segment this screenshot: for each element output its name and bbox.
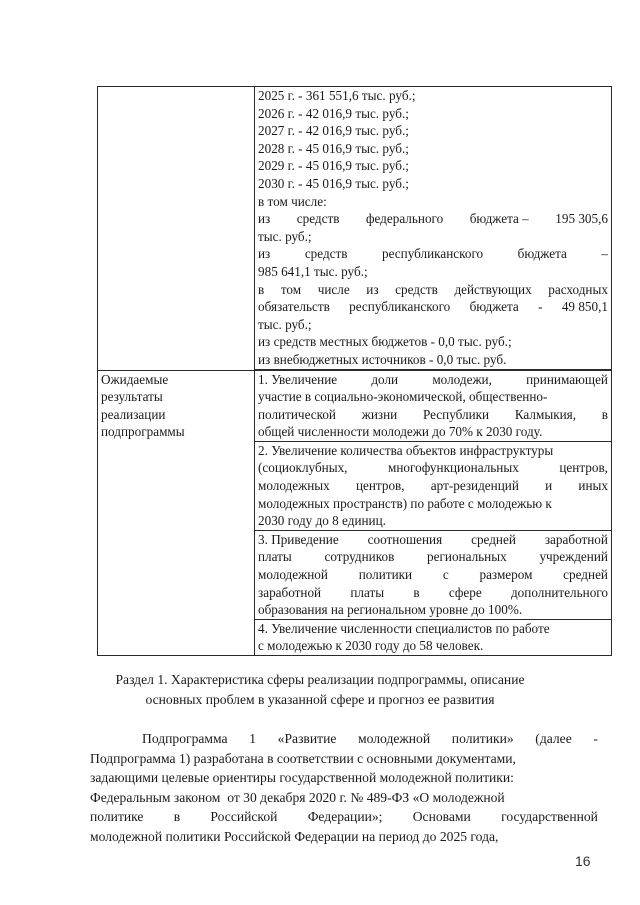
line-word: в <box>258 281 265 297</box>
line-word: числе <box>317 281 350 297</box>
line-word: республиканского <box>382 246 484 262</box>
result-2-line: молодежных пространств) по работе с молодежью к <box>258 495 552 511</box>
line-word: Калмыкия, <box>514 406 577 422</box>
line-word: в <box>601 406 608 422</box>
line-word: Республики <box>422 406 490 422</box>
results-row <box>98 370 612 656</box>
line-word: 195 305,6 <box>555 211 608 227</box>
result-1-line <box>258 371 608 389</box>
line-word: федерального <box>365 211 444 227</box>
line-word: Основами <box>412 809 471 824</box>
line-word: том <box>280 281 302 297</box>
line-word: 1 <box>249 731 257 746</box>
funding-including-label: в том числе: <box>258 193 327 209</box>
results-label: реализации <box>101 406 166 422</box>
line-word: заработной <box>258 584 322 600</box>
funding-year-line: 2027 г. - 42 016,9 тыс. руб.; <box>258 123 409 139</box>
line-word: бюджета <box>469 299 519 315</box>
result-1-line: участие в социально-экономической, общественно- <box>258 389 548 405</box>
line-word: в <box>413 584 420 600</box>
results-value-cell <box>255 370 612 656</box>
funding-year-line: 2025 г. - 361 551,6 тыс. руб.; <box>258 88 416 103</box>
line-word: средств <box>395 281 438 297</box>
paragraph-line <box>90 729 598 749</box>
funding-year-line: 2030 г. - 45 016,9 тыс. руб.; <box>258 175 409 191</box>
line-word: политической <box>258 406 336 422</box>
result-2-line <box>258 459 608 477</box>
results-label-cell <box>98 370 255 656</box>
line-word: доли <box>371 371 399 387</box>
line-word: учреждений <box>539 549 608 565</box>
result-4-line: с молодежью к 2030 году до 58 человек. <box>258 638 484 654</box>
line-word: Федерации»; <box>307 809 383 824</box>
line-word: многофункциональных <box>388 460 519 476</box>
line-word: и <box>545 478 553 494</box>
funding-year-line: 2028 г. - 45 016,9 тыс. руб.; <box>258 140 409 156</box>
line-word: размером <box>479 567 533 583</box>
line-word: государственной <box>501 809 598 824</box>
paragraph-line: Подпрограмма 1) разработана в соответствии с основными документами, <box>90 750 516 766</box>
line-word: политики» <box>451 731 514 746</box>
line-word: политике <box>90 809 144 824</box>
line-word: платы <box>258 549 292 565</box>
result-2-line: 2. Увеличение количества объектов инфраструктуры <box>258 442 554 458</box>
funding-year-line: 2029 г. - 45 016,9 тыс. руб.; <box>258 158 409 174</box>
paragraph-line <box>90 807 598 827</box>
line-word: средств <box>296 211 340 227</box>
funding-year-line: 2026 г. - 42 016,9 тыс. руб.; <box>258 105 409 121</box>
line-word: 49 850,1 <box>561 299 608 315</box>
line-word: действующих <box>454 281 532 297</box>
line-word: в <box>173 809 181 824</box>
line-word: из <box>258 211 271 227</box>
result-3-line <box>258 584 608 602</box>
funding-value-cell <box>255 87 612 371</box>
line-word: бюджета – <box>469 211 529 227</box>
line-word: молодежной <box>358 731 431 746</box>
line-word: Российской <box>210 809 278 824</box>
page-number: 16 <box>575 853 591 869</box>
line-word: средств <box>304 246 348 262</box>
result-3-line <box>258 566 608 584</box>
line-word: расходных <box>548 281 608 297</box>
obligations-unit: тыс. руб.; <box>258 316 312 332</box>
line-word: региональных <box>427 549 507 565</box>
results-label: подпрограммы <box>101 424 185 440</box>
line-word: - <box>593 731 598 746</box>
results-label: Ожидаемые <box>101 371 169 387</box>
funding-row <box>98 87 612 371</box>
line-word: – <box>601 246 608 262</box>
line-word: 1. Увеличение <box>258 371 338 387</box>
result-3-line <box>258 531 608 549</box>
section-heading <box>90 670 550 710</box>
result-4-line: 4. Увеличение численности специалистов по работе <box>258 620 550 636</box>
line-word: молодежных <box>258 478 330 494</box>
line-word: 3. Приведение <box>258 531 339 547</box>
result-3-line: образования на региональном уровне до 100%. <box>258 602 523 618</box>
line-word: обязательств <box>258 299 330 315</box>
line-word: средней <box>563 567 608 583</box>
line-word: из <box>258 246 271 262</box>
federal-budget-unit: тыс. руб.; <box>258 228 312 244</box>
funding-label-cell <box>98 87 255 371</box>
line-word: Подпрограмма <box>142 731 228 746</box>
line-word: (социоклубных, <box>258 460 348 476</box>
subprogram-passport-table <box>97 86 612 656</box>
line-word: средней <box>471 531 516 547</box>
result-2-line <box>258 477 608 495</box>
line-word: сфере <box>448 584 482 600</box>
result-2-line: 2030 году до 8 единиц. <box>258 513 386 529</box>
result-3-line <box>258 548 608 566</box>
line-word: из <box>366 281 379 297</box>
line-word: (далее <box>535 731 572 746</box>
results-label: результаты <box>101 389 163 405</box>
section-heading-line: основных проблем в указанной сфере и прогноз ее развития <box>145 692 495 707</box>
paragraph-line: молодежной политики Российской Федерации на период до 2025 года, <box>90 828 499 844</box>
line-word: заработной <box>544 531 608 547</box>
line-word: центров, <box>559 460 608 476</box>
line-word: арт-резиденций <box>430 478 519 494</box>
local-budget-line: из средств местных бюджетов - 0,0 тыс. руб.; <box>258 334 512 350</box>
obligations-line-2 <box>258 298 608 316</box>
line-word: республиканского <box>349 299 451 315</box>
republic-budget-amount: 985 641,1 тыс. руб.; <box>258 263 368 279</box>
line-word: «Развитие <box>277 731 337 746</box>
line-word: центров, <box>355 478 405 494</box>
line-word: дополнительного <box>510 584 608 600</box>
republic-budget-line <box>258 245 608 263</box>
line-word: молодежи, <box>432 371 492 387</box>
federal-budget-line <box>258 210 608 228</box>
line-word: с <box>442 567 449 583</box>
paragraph-line: задающими целевые ориентиры государственной молодежной политики: <box>90 770 514 785</box>
line-word: иных <box>578 478 608 494</box>
line-word: бюджета <box>517 246 567 262</box>
line-word: жизни <box>361 406 398 422</box>
line-word: принимающей <box>526 371 608 387</box>
line-word: политики <box>358 567 413 583</box>
obligations-line-1 <box>258 281 608 299</box>
body-paragraph <box>90 729 598 846</box>
line-word: - <box>538 299 543 315</box>
result-1-line <box>258 406 608 424</box>
line-word: платы <box>350 584 385 600</box>
line-word: молодежной <box>258 567 328 583</box>
paragraph-line: Федеральным законом от 30 декабря 2020 г. № 489-ФЗ «О молодежной <box>90 789 505 805</box>
line-word: сотрудников <box>324 549 395 565</box>
section-heading-line: Раздел 1. Характеристика сферы реализации подпрограммы, описание <box>115 672 525 687</box>
line-word: соотношения <box>367 531 443 547</box>
extrabudgetary-line: из внебюджетных источников - 0,0 тыс. руб. <box>255 351 611 370</box>
result-1-line: общей численности молодежи до 70% к 2030 году. <box>258 424 543 440</box>
